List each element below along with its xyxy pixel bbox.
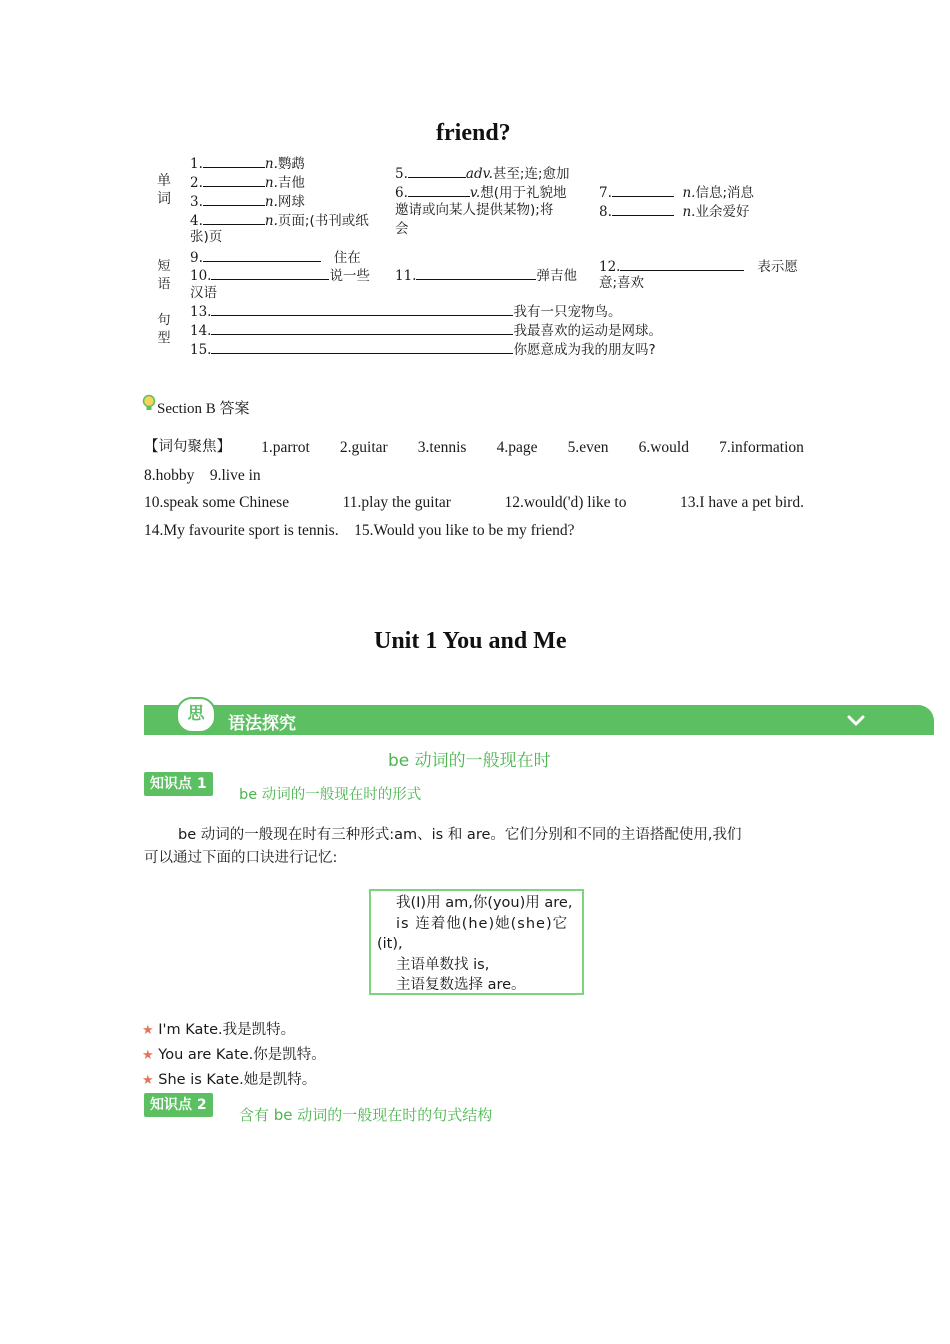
answer-heading: Section B 答案	[157, 401, 250, 417]
vocab-item: 7. n.信息;消息	[599, 182, 754, 203]
answer-item: 11.play the guitar	[342, 494, 451, 511]
paragraph-line: 可以通过下面的口诀进行记忆:	[144, 850, 338, 866]
think-icon: 思	[176, 697, 216, 733]
sentence-item: 15. 你愿意成为我的朋友吗?	[190, 339, 656, 360]
example-item: ★ You are Kate.你是凯特。	[142, 1047, 326, 1063]
phrase-item-wrap: 意;喜欢	[599, 275, 645, 291]
vocab-item: 2. n.吉他	[190, 172, 305, 193]
answer-item: 10.speak some Chinese	[144, 494, 290, 511]
star-icon: ★	[142, 1048, 154, 1063]
answer-item: 13.I have a pet bird.	[680, 494, 804, 511]
category-word	[155, 172, 173, 208]
rhyme-box	[369, 889, 584, 995]
knowledge-point-badge: 知识点 2	[144, 1093, 213, 1117]
phrase-item: 10. 说一些	[190, 265, 370, 286]
sentence-item: 14. 我最喜欢的运动是网球。	[190, 320, 662, 341]
vocab-item-wrap: 会	[395, 221, 409, 237]
category-char: 型	[157, 331, 171, 346]
unit-title: Unit 1 You and Me	[374, 628, 567, 654]
sentence-item: 13. 我有一只宠物鸟。	[190, 301, 621, 322]
answer-block	[144, 434, 804, 544]
phrase-item: 11. 弹吉他	[395, 265, 577, 286]
rhyme-line: 主语复数选择 are。	[396, 977, 526, 993]
answer-item: 15.Would you like to be my friend?	[354, 521, 575, 539]
answer-item: 14.My favourite sport is tennis.	[144, 521, 339, 539]
vocab-item: 5. adv.甚至;连;愈加	[395, 163, 570, 184]
rhyme-line: is 连着他(he)她(she)它	[396, 915, 569, 932]
category-char: 语	[157, 277, 171, 292]
answer-item: 3.tennis	[417, 439, 467, 456]
phrase-item-wrap: 汉语	[190, 285, 217, 301]
phrase-item: 12. 表示愿	[599, 256, 798, 277]
example-item: ★ I'm Kate.我是凯特。	[142, 1022, 296, 1038]
answer-item: 12.would('d) like to	[504, 494, 627, 511]
knowledge-point-title: 含有 be 动词的一般现在时的句式结构	[239, 1106, 493, 1124]
rhyme-line: 我(I)用 am,你(you)用 are,	[396, 895, 573, 911]
category-char: 短	[157, 259, 171, 274]
answer-item: 5.even	[567, 439, 609, 456]
chevron-down-icon[interactable]	[847, 712, 865, 724]
category-char: 词	[157, 191, 171, 207]
answer-item: 4.page	[496, 439, 538, 456]
page-title-fragment: friend?	[436, 120, 511, 146]
knowledge-point-title: be 动词的一般现在时的形式	[239, 787, 422, 803]
answer-item: 9.live in	[209, 466, 261, 484]
rhyme-line: (it),	[377, 936, 403, 952]
answer-item: 7.information	[719, 439, 804, 456]
category-sentence	[155, 312, 173, 348]
banner-label: 语法探究	[228, 714, 296, 734]
answer-label: 【词句聚焦】	[144, 439, 231, 455]
section-title: be 动词的一般现在时	[388, 751, 551, 771]
example-item: ★ She is Kate.她是凯特。	[142, 1072, 317, 1088]
answer-item: 1.parrot	[261, 439, 310, 456]
vocab-item: 8. n.业余爱好	[599, 201, 749, 222]
category-char: 单	[157, 173, 171, 189]
category-phrase	[155, 258, 173, 294]
category-char: 句	[157, 313, 171, 328]
answer-item: 2.guitar	[339, 439, 388, 456]
vocab-item: 4. n.页面;(书刊或纸	[190, 210, 369, 231]
rhyme-line: 主语单数找 is,	[396, 956, 490, 973]
answer-item: 8.hobby	[144, 466, 195, 484]
phrase-item: 9. 住在	[190, 247, 361, 268]
vocab-item: 6. v.想(用于礼貌地	[395, 182, 567, 203]
vocab-item-wrap: 邀请或向某人提供某物);将	[395, 202, 554, 218]
answer-item: 6.would	[638, 439, 689, 456]
vocab-item-wrap: 张)页	[190, 229, 223, 245]
star-icon: ★	[142, 1023, 154, 1038]
bulb-icon	[142, 394, 156, 412]
knowledge-point-badge: 知识点 1	[144, 772, 213, 796]
vocab-item: 1. n.鹦鹉	[190, 153, 305, 174]
paragraph-line: be 动词的一般现在时有三种形式:am、is 和 are。它们分别和不同的主语搭配使用,我们	[178, 827, 742, 843]
star-icon: ★	[142, 1073, 154, 1088]
vocab-item: 3. n.网球	[190, 191, 305, 212]
